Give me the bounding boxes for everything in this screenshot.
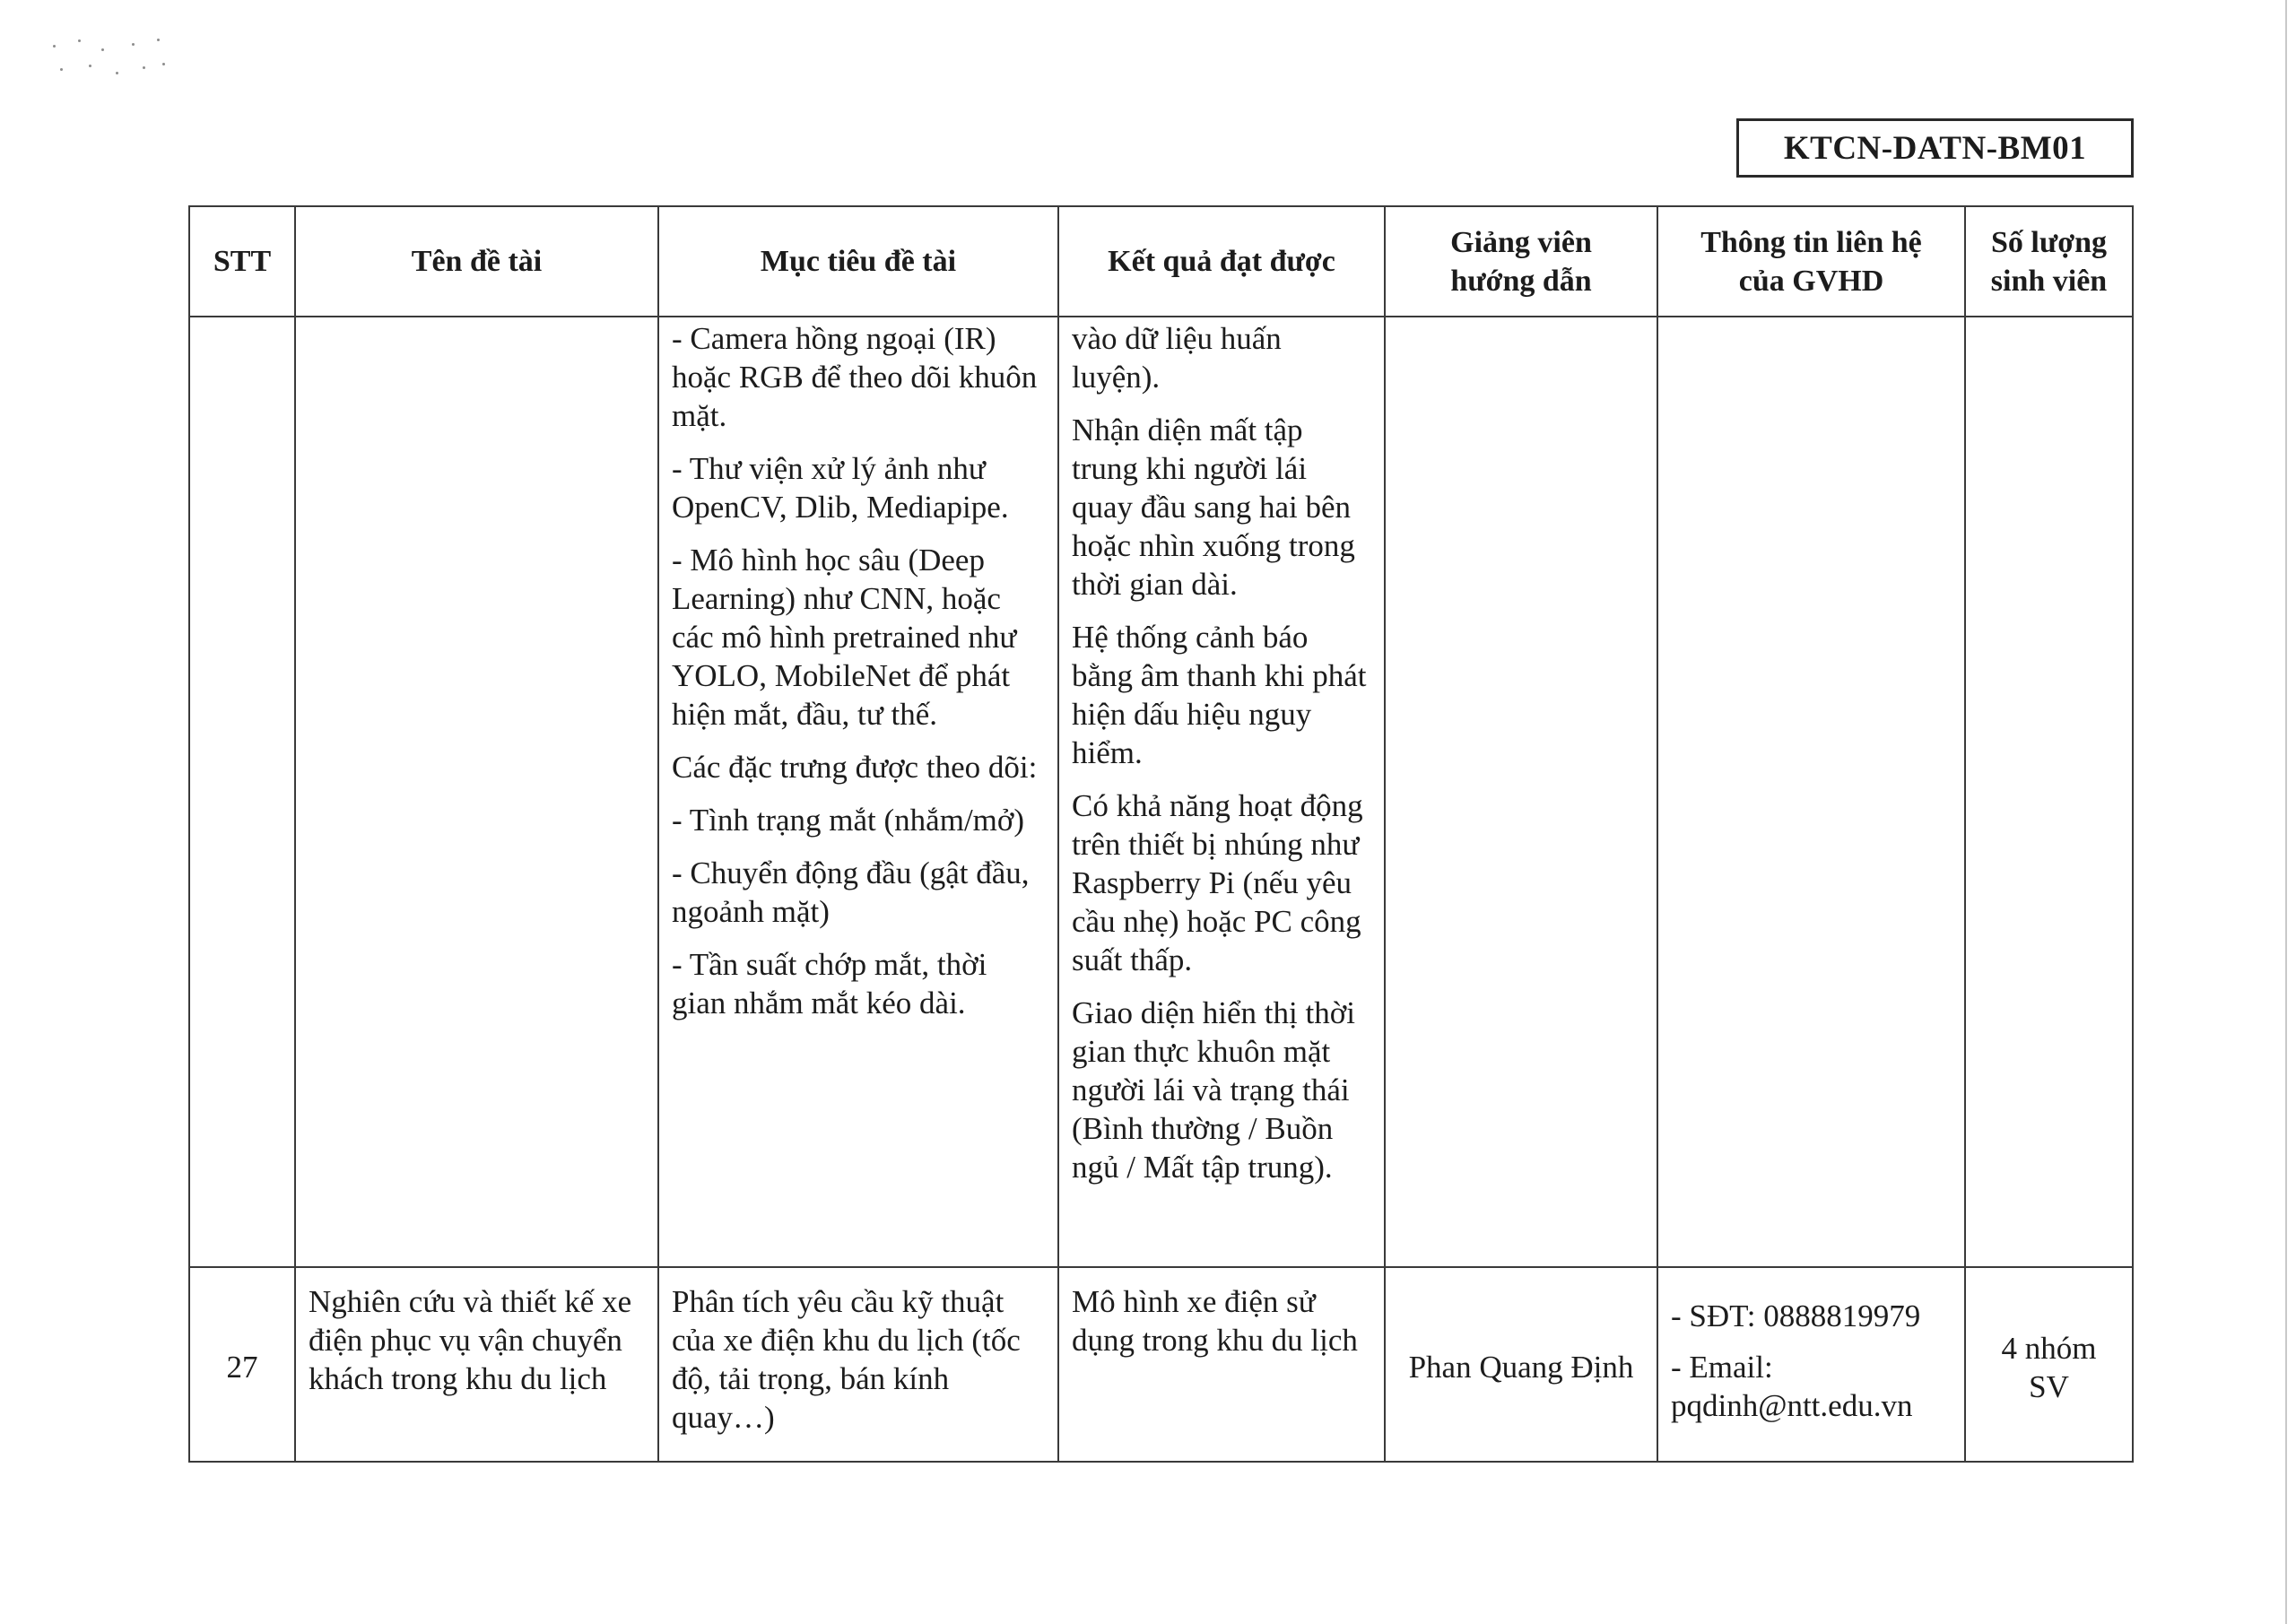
header-supervisor: Giảng viên hướng dẫn — [1385, 206, 1657, 317]
header-students: Số lượng sinh viên — [1965, 206, 2133, 317]
cell-results: Mô hình xe điện sử dụng trong khu du lịch — [1058, 1267, 1385, 1462]
cell-topic-continued — [295, 317, 658, 1267]
result-item: Có khả năng hoạt động trên thiết bị nhúng như Raspberry Pi (nếu yêu cầu nhẹ) hoặc PC công suất thấp. — [1072, 788, 1363, 977]
result-item: Nhận diện mất tập trung khi người lái quay đầu sang hai bên hoặc nhìn xuống trong thời gian dài. — [1072, 413, 1355, 602]
objective-item: - Camera hồng ngoại (IR) hoặc RGB để theo dõi khuôn mặt. — [672, 321, 1038, 433]
table-row-continued — [189, 317, 2133, 1267]
header-results: Kết quả đạt được — [1058, 206, 1385, 317]
cell-stt-continued — [189, 317, 295, 1267]
objective-item: - Tần suất chớp mắt, thời gian nhắm mắt kéo dài. — [672, 947, 987, 1020]
result-item: Giao diện hiển thị thời gian thực khuôn mặt người lái và trạng thái (Bình thường / Buồn ngủ / Mất tập trung). — [1072, 995, 1355, 1185]
header-contact: Thông tin liên hệ của GVHD — [1657, 206, 1965, 317]
objective-item: - Chuyển động đầu (gật đầu, ngoảnh mặt) — [672, 855, 1030, 929]
cell-objectives-continued — [658, 317, 1058, 1267]
cell-supervisor-continued — [1385, 317, 1657, 1267]
objective-item: - Thư viện xử lý ảnh như OpenCV, Dlib, Mediapipe. — [672, 451, 1009, 525]
result-item: vào dữ liệu huấn luyện). — [1072, 321, 1282, 395]
result-item: Hệ thống cảnh báo bằng âm thanh khi phát hiện dấu hiệu nguy hiểm. — [1072, 620, 1367, 770]
header-topic-name: Tên đề tài — [295, 206, 658, 317]
cell-objectives: Phân tích yêu cầu kỹ thuật của xe điện khu du lịch (tốc độ, tải trọng, bán kính quay…) — [658, 1267, 1058, 1462]
header-stt: STT — [189, 206, 295, 317]
topics-table — [188, 205, 2134, 1463]
cell-results-continued — [1058, 317, 1385, 1267]
cell-contact-continued — [1657, 317, 1965, 1267]
scan-edge-line — [2285, 0, 2287, 1624]
cell-students: 4 nhóm SV — [1965, 1267, 2133, 1462]
objective-item: Các đặc trưng được theo dõi: — [672, 750, 1038, 785]
cell-students-continued — [1965, 317, 2133, 1267]
objective-item: - Tình trạng mắt (nhắm/mở) — [672, 803, 1025, 838]
cell-contact — [1657, 1267, 1965, 1462]
contact-phone: - SĐT: 0888819979 — [1671, 1298, 1921, 1333]
contact-email: - Email: pqdinh@ntt.edu.vn — [1671, 1350, 1913, 1423]
cell-stt: 27 — [189, 1267, 295, 1462]
cell-supervisor: Phan Quang Định — [1385, 1267, 1657, 1462]
cell-topic-name: Nghiên cứu và thiết kế xe điện phục vụ vận chuyển khách trong khu du lịch — [295, 1267, 658, 1462]
form-code-box: KTCN-DATN-BM01 — [1736, 118, 2134, 178]
scan-artifact — [49, 38, 175, 83]
table-header-row — [189, 206, 2133, 317]
objective-item: - Mô hình học sâu (Deep Learning) như CNN, hoặc các mô hình pretrained như YOLO, MobileNet để phát hiện mắt, đầu, tư thế. — [672, 543, 1017, 732]
table-row-27 — [189, 1267, 2133, 1462]
header-objectives: Mục tiêu đề tài — [658, 206, 1058, 317]
